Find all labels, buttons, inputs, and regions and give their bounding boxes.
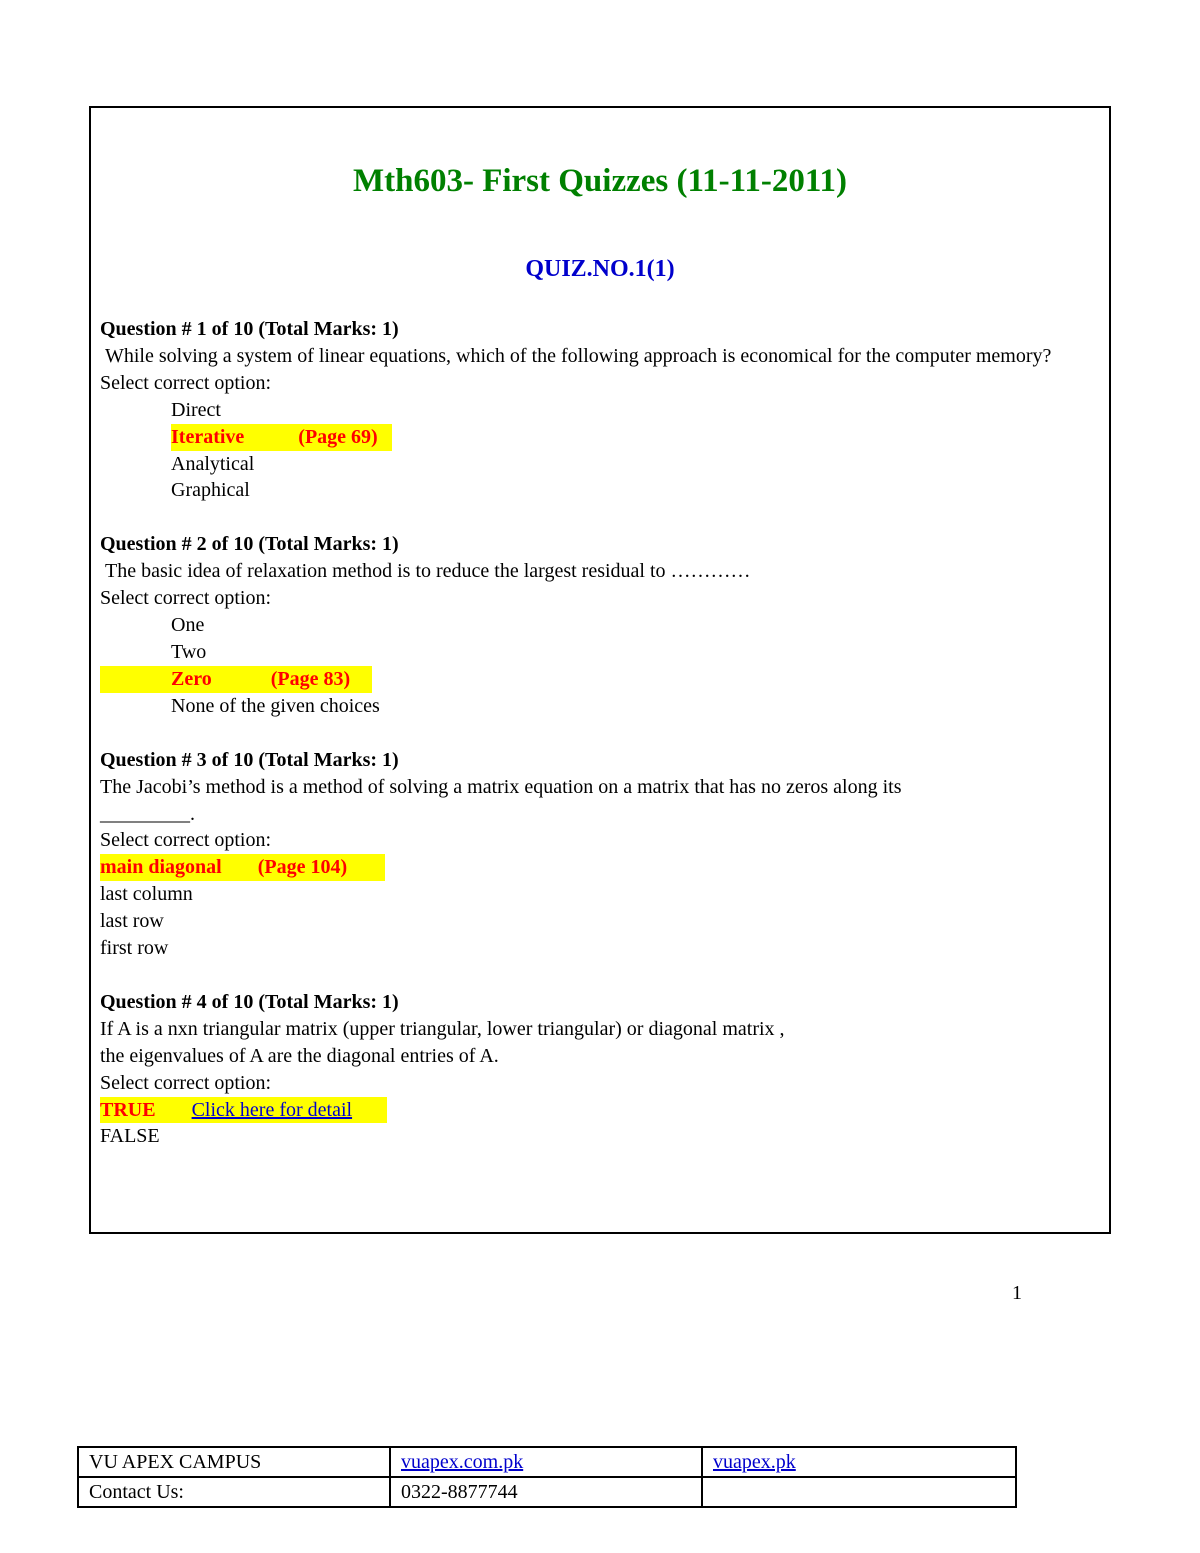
question-3-text: The Jacobi’s method is a method of solving a matrix equation on a matrix that has no zeros along its [100,775,902,798]
question-1-option-1: Direct [171,398,221,421]
question-3-header: Question # 3 of 10 (Total Marks: 1) [100,748,399,771]
contact-phone: 0322-8877744 [390,1477,702,1507]
question-1-option-2-correct [100,424,1060,451]
site-link-1[interactable]: vuapex.com.pk [401,1450,524,1473]
question-2-option-1: One [171,614,205,637]
question-2-option-3-correct [100,666,1060,693]
question-1-option-4: Graphical [171,479,250,502]
question-4-header: Question # 4 of 10 (Total Marks: 1) [100,990,399,1013]
question-4-option-2: FALSE [100,1125,160,1148]
page-title: Mth603- First Quizzes (11-11-2011) [352,163,847,199]
quiz-number: QUIZ.NO.1(1) [525,256,675,282]
select-label: Select correct option: [100,829,272,852]
question-4-text-line-2: the eigenvalues of A are the diagonal entries of A. [100,1044,499,1067]
footer-row [78,1477,1016,1507]
footer-table [77,1446,1017,1508]
page-reference: (Page 83) [270,667,351,690]
site-link-cell [702,1447,1016,1477]
question-2-option-4: None of the given choices [171,694,380,717]
page-reference: (Page 69) [298,425,378,448]
question-3-option-2: last column [100,883,193,906]
select-label: Select correct option: [100,371,272,394]
footer-row [78,1447,1016,1477]
question-3-blank: _________. [100,802,195,825]
question-1-option-3: Analytical [171,452,255,475]
select-label: Select correct option: [100,587,272,610]
contact-label: Contact Us: [78,1477,390,1507]
question-1-header: Question # 1 of 10 (Total Marks: 1) [100,318,399,340]
correct-answer: Iterative [171,425,245,448]
quiz-content [100,316,1060,1150]
empty-cell [702,1477,1016,1507]
site-link-cell [390,1447,702,1477]
question-2-text: The basic idea of relaxation method is to reduce the largest residual to ………… [100,560,751,583]
select-label: Select correct option: [100,1071,272,1094]
question-1-text: While solving a system of linear equations, which of the following approach is economical for the computer memory? [100,344,1052,367]
correct-answer: main diagonal [100,856,222,879]
correct-answer: Zero [171,667,212,690]
correct-answer: TRUE [100,1098,156,1121]
question-4-text-line-1: If A is a nxn triangular matrix (upper triangular, lower triangular) or diagonal matrix , [100,1017,785,1040]
question-2-option-2: Two [171,640,207,663]
question-2-header: Question # 2 of 10 (Total Marks: 1) [100,533,399,556]
page-reference: (Page 104) [257,856,348,879]
question-4-option-1-correct [100,1097,1060,1124]
detail-link[interactable]: Click here for detail [191,1098,353,1121]
campus-name: VU APEX CAMPUS [78,1447,390,1477]
question-3-option-1-correct [100,854,1060,881]
question-3-option-3: last row [100,910,164,933]
site-link-2[interactable]: vuapex.pk [713,1450,796,1473]
page-number: 1 [1012,1282,1022,1304]
question-3-option-4: first row [100,937,169,960]
